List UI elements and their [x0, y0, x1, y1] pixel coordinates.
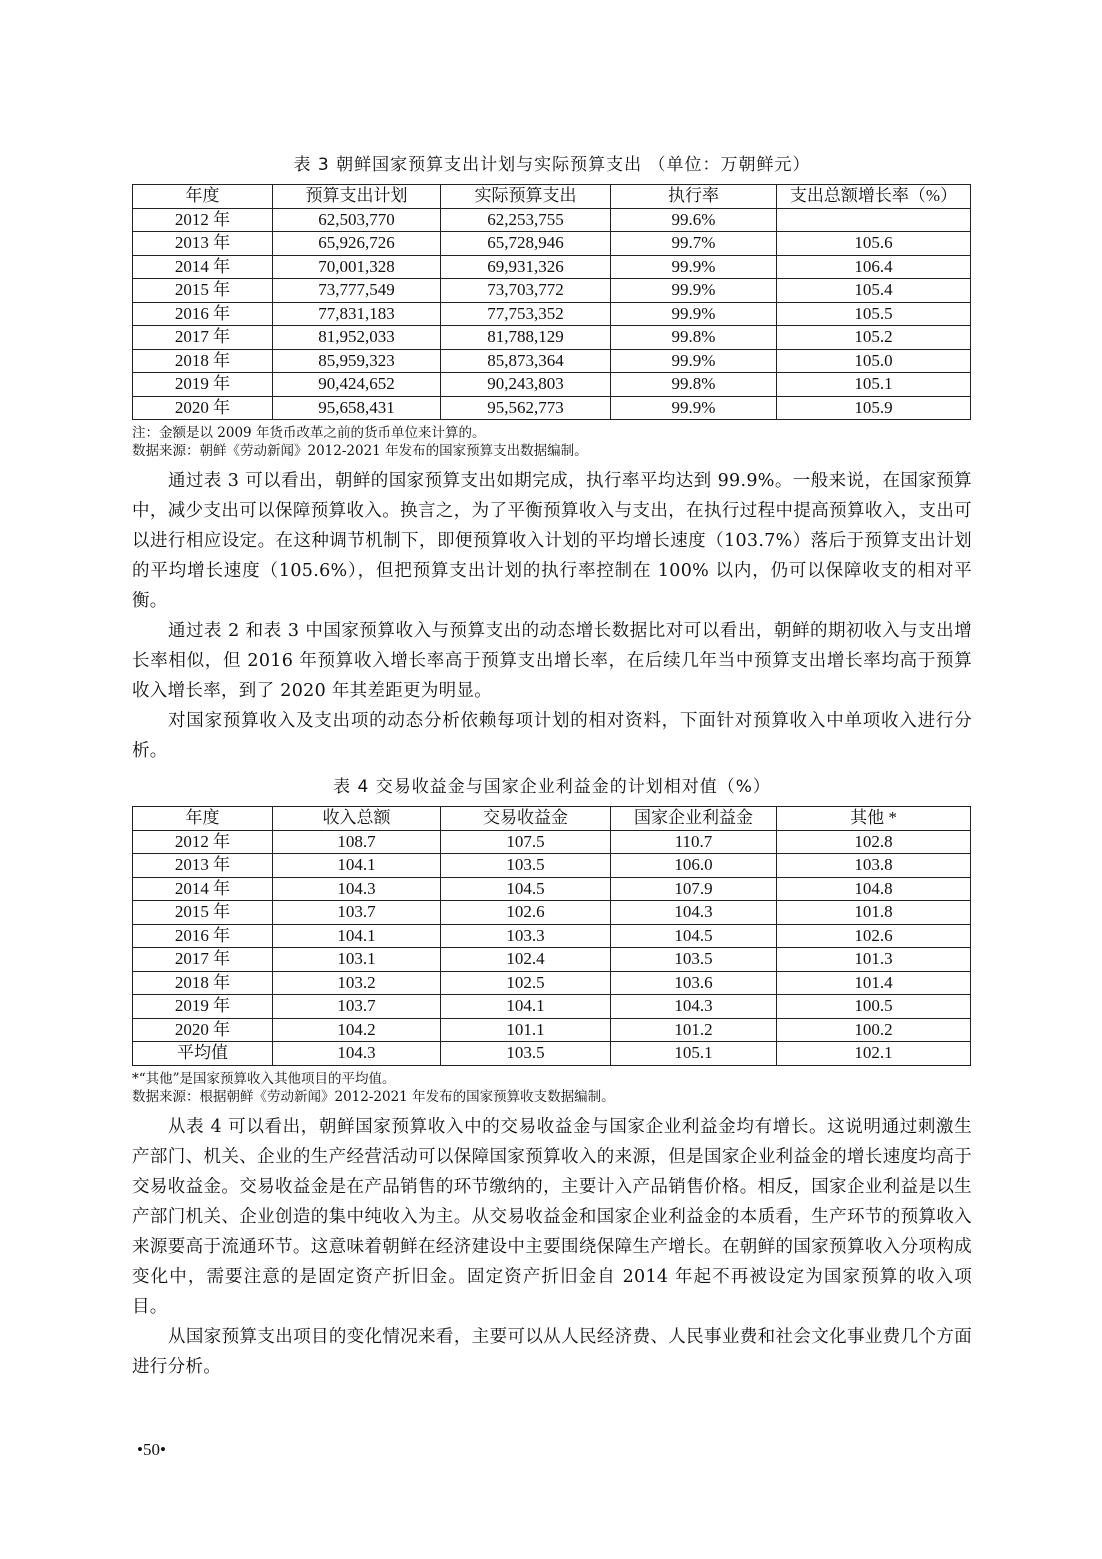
table3-notes	[132, 424, 972, 460]
table3-cell: 73,703,772	[441, 279, 611, 303]
table3-cell: 99.6%	[611, 208, 777, 232]
table4-cell: 104.3	[611, 995, 777, 1019]
table3-cell: 99.9%	[611, 396, 777, 420]
table4-cell: 2013 年	[133, 854, 273, 878]
table3-row	[133, 302, 971, 326]
page-number: •50•	[137, 1440, 166, 1459]
table3-cell: 99.7%	[611, 232, 777, 256]
table3-caption: 表 3 朝鲜国家预算支出计划与实际预算支出 （单位：万朝鲜元）	[293, 155, 811, 175]
table4-note: *“其他”是国家预算收入其他项目的平均值。	[132, 1070, 396, 1087]
table3-cell: 105.6	[777, 232, 971, 256]
table4-cell: 106.0	[611, 854, 777, 878]
table4-cell: 102.4	[441, 948, 611, 972]
table3-cell: 90,424,652	[273, 373, 441, 397]
table3-source: 数据来源：朝鲜《劳动新闻》2012-2021 年发布的国家预算支出数据编制。	[132, 443, 588, 459]
table4-cell: 平均值	[133, 1042, 273, 1066]
table4-cell: 102.6	[441, 901, 611, 925]
table3-cell: 70,001,328	[273, 255, 441, 279]
table4-cell: 104.8	[777, 877, 971, 901]
table4-cell: 2018 年	[133, 971, 273, 995]
table4-row	[133, 924, 971, 948]
table3-cell: 73,777,549	[273, 279, 441, 303]
table4-row	[133, 948, 971, 972]
table4-row	[133, 901, 971, 925]
table4-cell: 102.1	[777, 1042, 971, 1066]
table3-cell: 81,788,129	[441, 326, 611, 350]
table3-header-cell: 支出总额增长率（%）	[777, 185, 971, 209]
table4-cell: 104.5	[611, 924, 777, 948]
table4-cell: 2017 年	[133, 948, 273, 972]
table3-cell: 105.1	[777, 373, 971, 397]
table3-cell: 99.8%	[611, 373, 777, 397]
table4	[132, 806, 971, 1066]
table4-cell: 102.5	[441, 971, 611, 995]
table4-row	[133, 1042, 971, 1066]
table4-cell: 102.6	[777, 924, 971, 948]
table3-row	[133, 208, 971, 232]
table3-cell: 99.8%	[611, 326, 777, 350]
table4-cell: 101.2	[611, 1018, 777, 1042]
table4-cell: 101.8	[777, 901, 971, 925]
table3-row	[133, 279, 971, 303]
table4-cell: 102.8	[777, 830, 971, 854]
table4-cell: 103.6	[611, 971, 777, 995]
table4-header-cell: 收入总额	[273, 807, 441, 831]
table3-cell: 99.9%	[611, 302, 777, 326]
table4-cell: 103.7	[273, 901, 441, 925]
table3-cell: 105.0	[777, 349, 971, 373]
table4-cell: 103.5	[441, 854, 611, 878]
table4-cell: 103.5	[611, 948, 777, 972]
table4-cell: 101.1	[441, 1018, 611, 1042]
table4-cell: 101.4	[777, 971, 971, 995]
table3-cell: 95,658,431	[273, 396, 441, 420]
table3-cell: 81,952,033	[273, 326, 441, 350]
paragraph: 通过表 3 可以看出，朝鲜的国家预算支出如期完成，执行率平均达到 99.9%。一般来说，在国家预算中，减少支出可以保障预算收入。换言之，为了平衡预算收入与支出，在执行过程中提高预算收入，支出可以进行相应设定。在这种调节机制下，即便预算收入计划的平均增长速度（103.7%）落后于预算支出计划的平均增长速度（105.6%），但把预算支出计划的执行率控制在 100% 以内，仍可以保障收支的相对平衡。	[132, 471, 972, 611]
table4-cell: 101.3	[777, 948, 971, 972]
paragraph: 从国家预算支出项目的变化情况来看，主要可以从人民经济费、人民事业费和社会文化事业费几个方面进行分析。	[132, 1326, 972, 1377]
table3-body	[133, 208, 971, 420]
table4-caption: 表 4 交易收益金与国家企业利益金的计划相对值（%）	[333, 777, 771, 797]
table4-cell: 105.1	[611, 1042, 777, 1066]
table4-cell: 2020 年	[133, 1018, 273, 1042]
table3-cell: 105.4	[777, 279, 971, 303]
table4-cell: 103.3	[441, 924, 611, 948]
table4-row	[133, 971, 971, 995]
table3-cell: 105.2	[777, 326, 971, 350]
table3-cell: 106.4	[777, 255, 971, 279]
table4-body	[133, 830, 971, 1065]
table4-row	[133, 854, 971, 878]
table3-cell	[777, 208, 971, 232]
table4-cell: 104.2	[273, 1018, 441, 1042]
table4-notes	[132, 1070, 972, 1106]
table4-row	[133, 830, 971, 854]
table3-header-row	[133, 185, 971, 209]
table3-cell: 105.5	[777, 302, 971, 326]
table3-note: 注：金额是以 2009 年货币改革之前的货币单位来计算的。	[132, 425, 486, 441]
table3-cell: 65,926,726	[273, 232, 441, 256]
table4-row	[133, 1018, 971, 1042]
table3-row	[133, 232, 971, 256]
table3-cell: 85,873,364	[441, 349, 611, 373]
paragraph: 从表 4 可以看出，朝鲜国家预算收入中的交易收益金与国家企业利益金均有增长。这说明通过刺激生产部门、机关、企业的生产经营活动可以保障国家预算收入的来源，但是国家企业利益金的增长速度均高于交易收益金。交易收益金是在产品销售的环节缴纳的，主要计入产品销售价格。相反，国家企业利益是以生产部门机关、企业创造的集中纯收入为主。从交易收益金和国家企业利益金的本质看，生产环节的预算收入来源要高于流通环节。这意味着朝鲜在经济建设中主要围绕保障生产增长。在朝鲜的国家预算收入分项构成变化中，需要注意的是固定资产折旧金。固定资产折旧金自 2014 年起不再被设定为国家预算的收入项目。	[132, 1116, 972, 1317]
table3-cell: 90,243,803	[441, 373, 611, 397]
table3-cell: 2014 年	[133, 255, 273, 279]
table4-cell: 100.2	[777, 1018, 971, 1042]
paragraph: 通过表 2 和表 3 中国家预算收入与预算支出的动态增长数据比对可以看出，朝鲜的期初收入与支出增长率相似，但 2016 年预算收入增长率高于预算支出增长率，在后续几年当中预算支出增长率均高于预算收入增长率，到了 2020 年其差距更为明显。	[132, 621, 972, 701]
table4-row	[133, 995, 971, 1019]
table4-cell: 104.3	[273, 877, 441, 901]
table3-cell: 62,253,755	[441, 208, 611, 232]
table4-cell: 104.5	[441, 877, 611, 901]
table4-header-cell: 年度	[133, 807, 273, 831]
table4-cell: 104.1	[273, 924, 441, 948]
body-text-2	[132, 1112, 972, 1382]
table4-cell: 2015 年	[133, 901, 273, 925]
table3-header-cell: 预算支出计划	[273, 185, 441, 209]
table4-cell: 103.5	[441, 1042, 611, 1066]
table3-cell: 2013 年	[133, 232, 273, 256]
table4-cell: 104.1	[441, 995, 611, 1019]
table3-row	[133, 396, 971, 420]
table4-cell: 107.9	[611, 877, 777, 901]
table4-header-cell: 国家企业利益金	[611, 807, 777, 831]
table3-cell: 85,959,323	[273, 349, 441, 373]
table4-cell: 103.8	[777, 854, 971, 878]
table4-cell: 103.7	[273, 995, 441, 1019]
table4-cell: 104.1	[273, 854, 441, 878]
table3-cell: 105.9	[777, 396, 971, 420]
table4-cell: 108.7	[273, 830, 441, 854]
table3-cell: 69,931,326	[441, 255, 611, 279]
paragraph: 对国家预算收入及支出项的动态分析依赖每项计划的相对资料，下面针对预算收入中单项收入进行分析。	[132, 711, 972, 761]
table4-cell: 2019 年	[133, 995, 273, 1019]
table4-header-cell: 其他 *	[777, 807, 971, 831]
table3-cell: 62,503,770	[273, 208, 441, 232]
table4-cell: 107.5	[441, 830, 611, 854]
table3-row	[133, 373, 971, 397]
table3-cell: 2019 年	[133, 373, 273, 397]
table3-cell: 65,728,946	[441, 232, 611, 256]
table3-cell: 95,562,773	[441, 396, 611, 420]
table4-row	[133, 877, 971, 901]
table3-header-cell: 执行率	[611, 185, 777, 209]
table4-source: 数据来源：根据朝鲜《劳动新闻》2012-2021 年发布的国家预算收支数据编制。	[132, 1088, 615, 1105]
table4-cell: 100.5	[777, 995, 971, 1019]
table3-row	[133, 255, 971, 279]
table4-header-cell: 交易收益金	[441, 807, 611, 831]
table4-cell: 2016 年	[133, 924, 273, 948]
page-content	[132, 150, 972, 1382]
table4-cell: 103.2	[273, 971, 441, 995]
table3-row	[133, 349, 971, 373]
table3-cell: 99.9%	[611, 349, 777, 373]
table3-cell: 2012 年	[133, 208, 273, 232]
table3-cell: 2015 年	[133, 279, 273, 303]
table3-cell: 2016 年	[133, 302, 273, 326]
table4-cell: 104.3	[273, 1042, 441, 1066]
table4-cell: 110.7	[611, 830, 777, 854]
table3	[132, 184, 971, 420]
table4-header-row	[133, 807, 971, 831]
table3-row	[133, 326, 971, 350]
body-text-1	[132, 466, 972, 766]
table3-cell: 2018 年	[133, 349, 273, 373]
table3-cell: 77,753,352	[441, 302, 611, 326]
table3-header-cell: 年度	[133, 185, 273, 209]
table3-cell: 77,831,183	[273, 302, 441, 326]
table3-cell: 99.9%	[611, 255, 777, 279]
table3-cell: 2020 年	[133, 396, 273, 420]
table4-cell: 2014 年	[133, 877, 273, 901]
table4-cell: 103.1	[273, 948, 441, 972]
table4-cell: 2012 年	[133, 830, 273, 854]
table3-cell: 99.9%	[611, 279, 777, 303]
table3-cell: 2017 年	[133, 326, 273, 350]
table4-cell: 104.3	[611, 901, 777, 925]
table3-header-cell: 实际预算支出	[441, 185, 611, 209]
